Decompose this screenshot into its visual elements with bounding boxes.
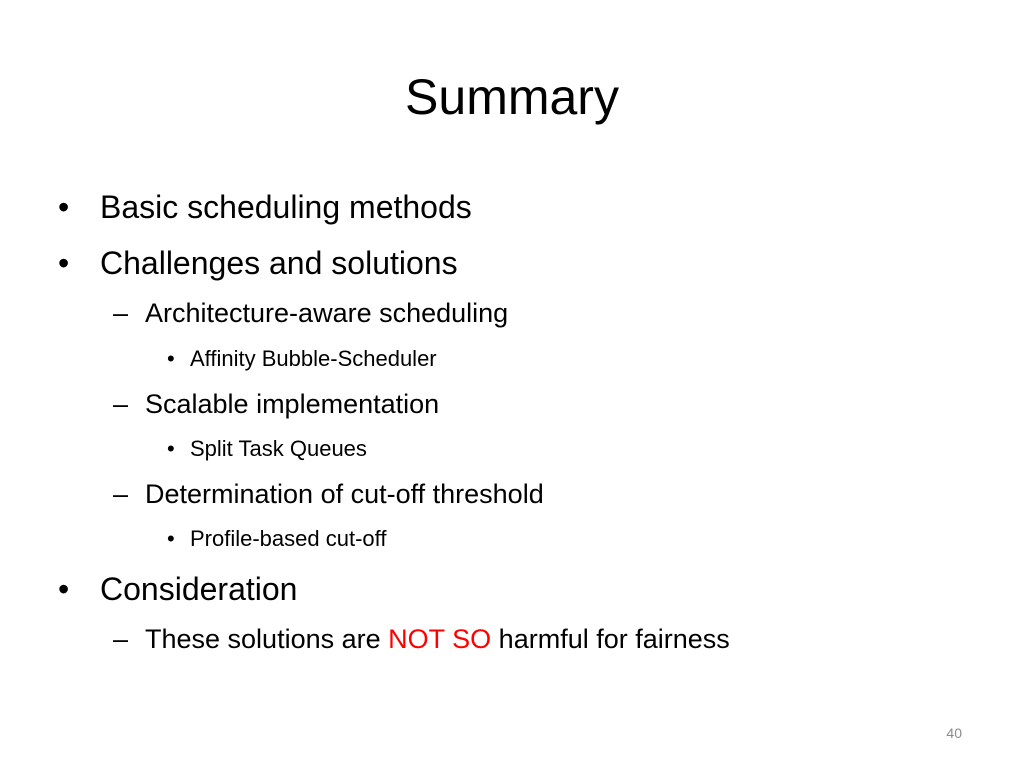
bullet-marker: • xyxy=(167,526,175,551)
bullet-marker: • xyxy=(167,436,175,461)
text-before-highlight: These solutions are xyxy=(145,624,389,654)
sub-sub-bullet-text: Split Task Queues xyxy=(190,436,367,461)
page-number: 40 xyxy=(946,725,962,741)
bullet-marker: • xyxy=(58,571,70,607)
dash-marker: – xyxy=(113,479,129,509)
sub-bullet-text: Scalable implementation xyxy=(145,389,440,419)
bullet-marker: • xyxy=(58,245,70,281)
slide-title: Summary xyxy=(405,69,619,125)
sub-bullet-text: Determination of cut-off threshold xyxy=(145,479,544,509)
sub-sub-bullet-text: Affinity Bubble-Scheduler xyxy=(190,346,437,371)
text-after-highlight: harmful for fairness xyxy=(491,624,730,654)
sub-bullet-text: Architecture-aware scheduling xyxy=(145,298,509,328)
bullet-text: Consideration xyxy=(100,571,298,607)
dash-marker: – xyxy=(113,389,129,419)
bullet-marker: • xyxy=(167,346,175,371)
bullet-marker: • xyxy=(58,189,70,225)
sub-sub-bullet-text: Profile-based cut-off xyxy=(190,526,387,551)
sub-bullet-text xyxy=(145,622,730,656)
bullet-text: Challenges and solutions xyxy=(100,245,458,281)
highlight-not-so: NOT SO xyxy=(388,624,492,654)
dash-marker: – xyxy=(113,298,129,328)
dash-marker: – xyxy=(113,624,129,654)
bullet-text: Basic scheduling methods xyxy=(100,189,472,225)
